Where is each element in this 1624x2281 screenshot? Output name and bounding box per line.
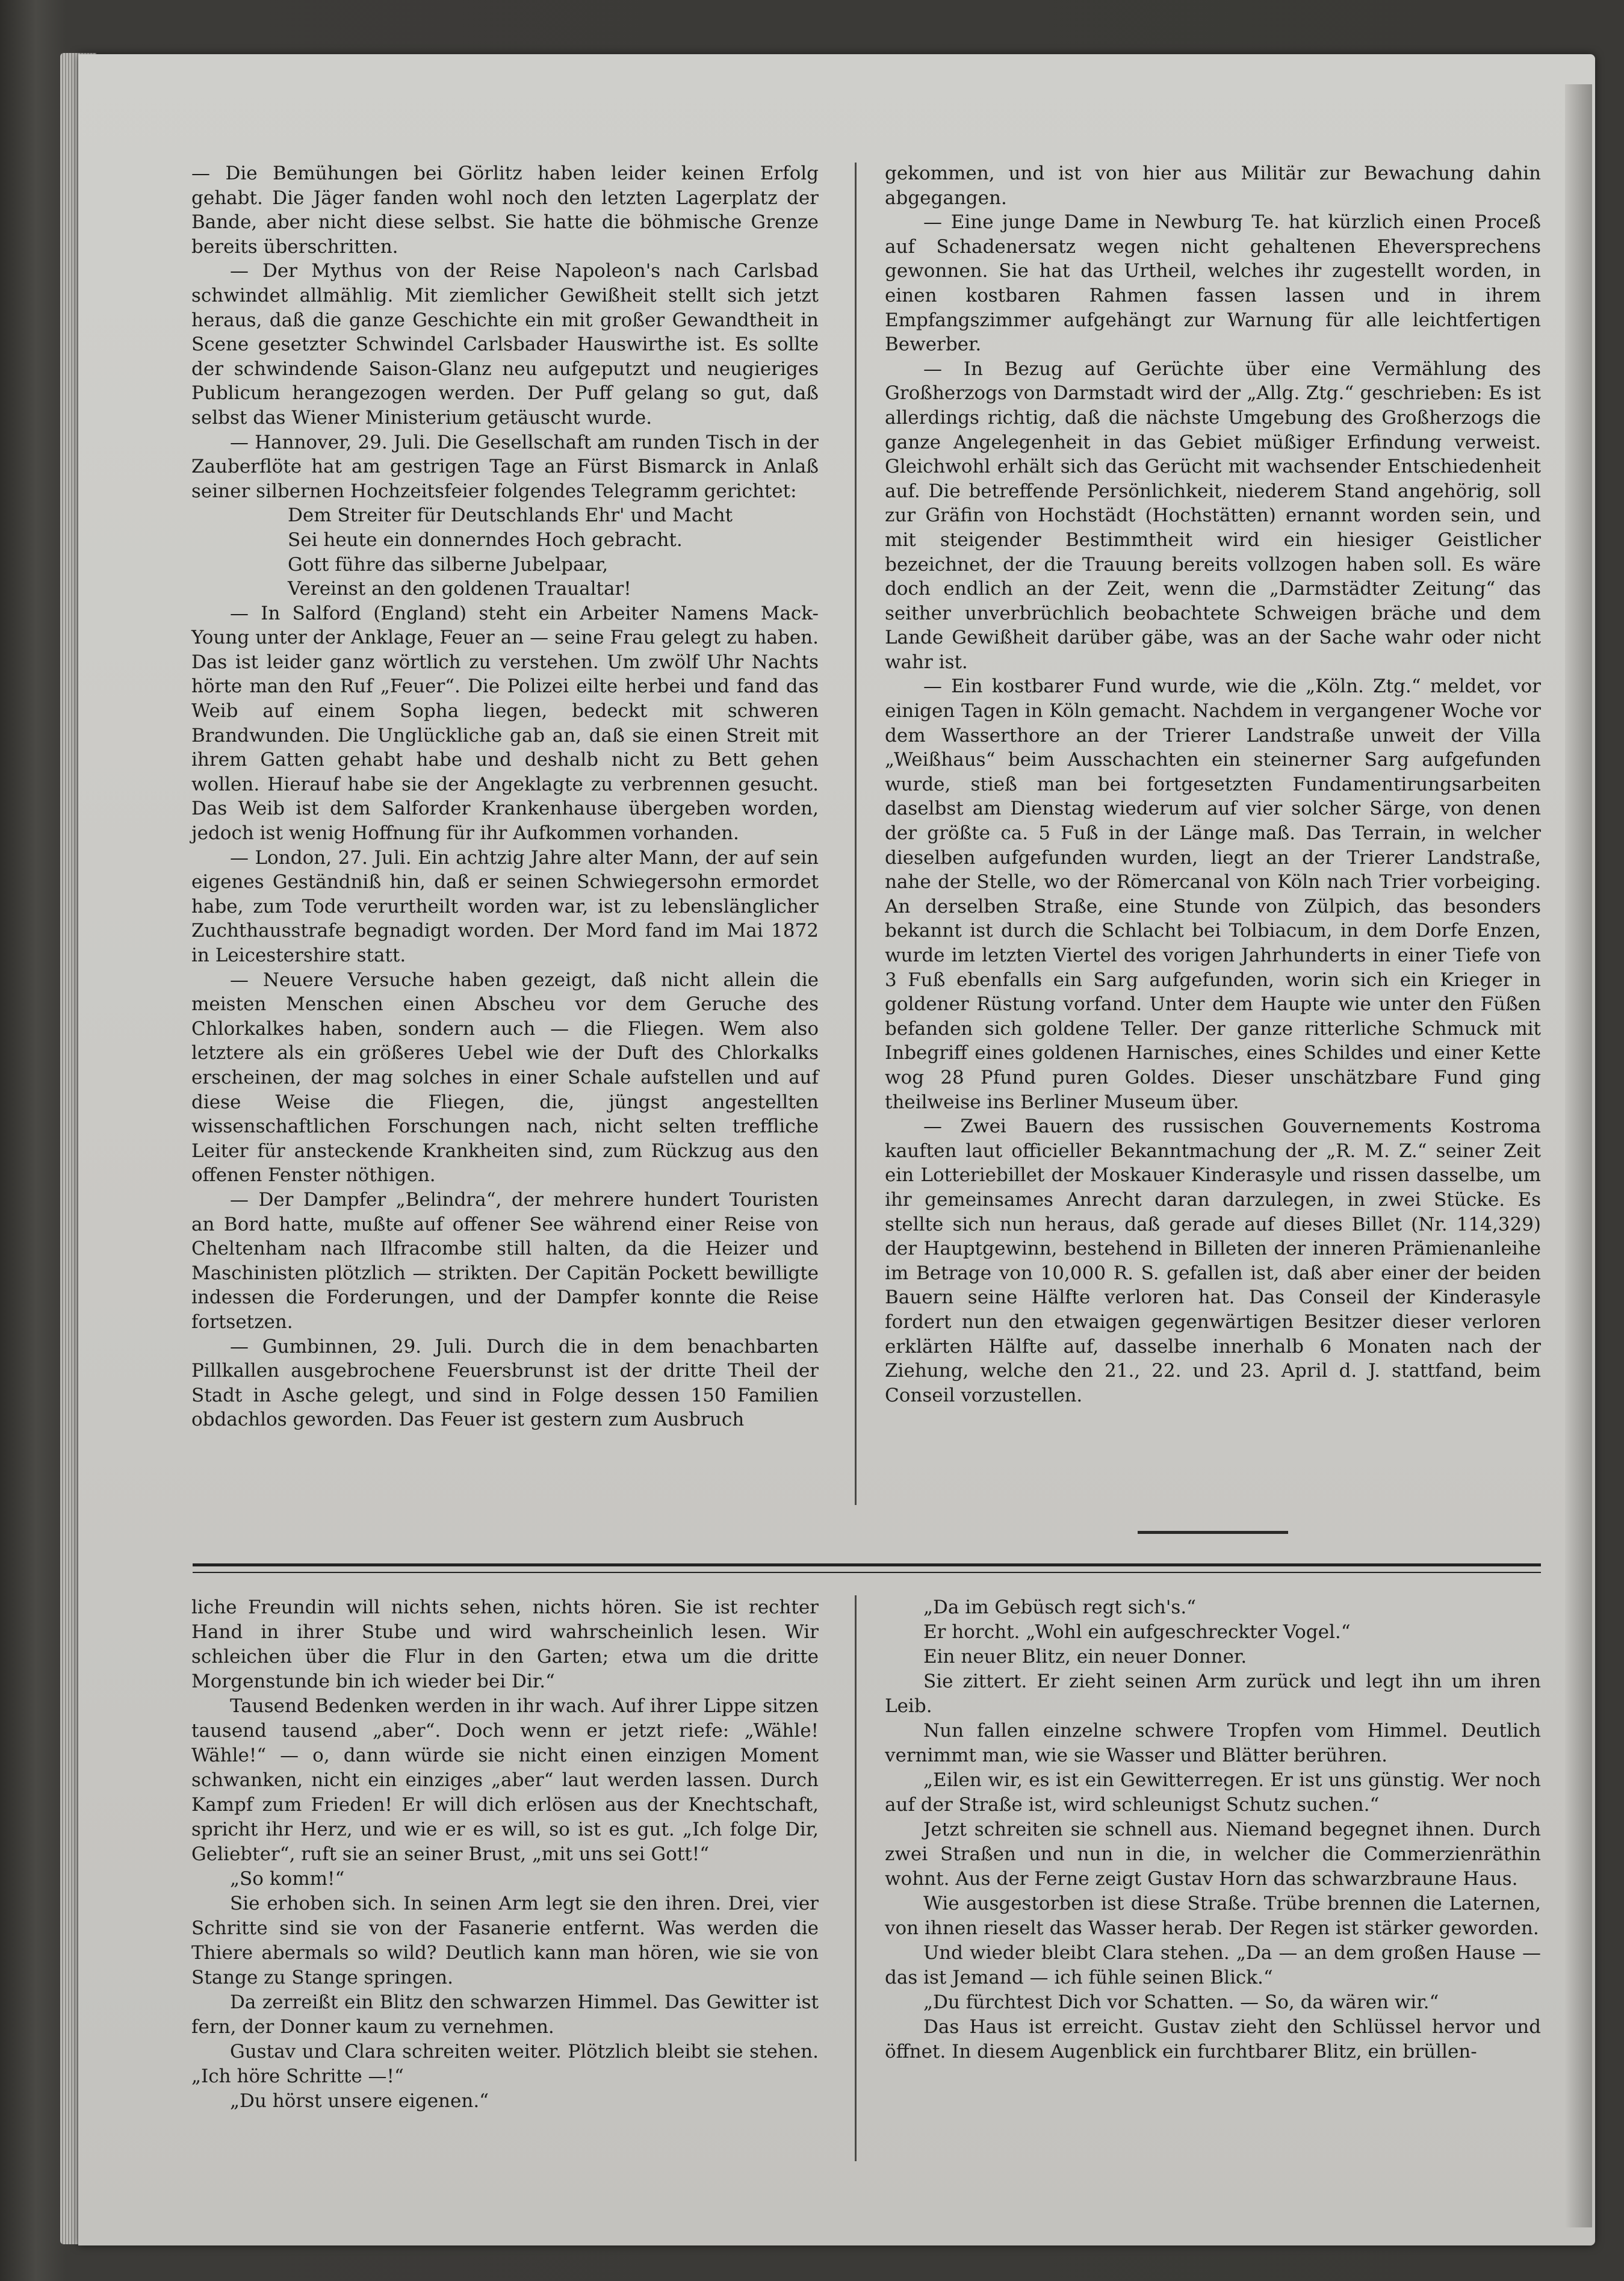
poem-line: Dem Streiter für Deutschlands Ehr' und Macht [288, 504, 733, 527]
news-paragraph: — Neuere Versuche haben gezeigt, daß nicht allein die meisten Menschen einen Abscheu vor dem Geruche des Chlorkalkes haben, sondern auch — die Fliegen. Wem also letztere als ein größeres Uebel wie der Duft des Chlorkalks erscheinen, der mag solches in einer Schale aufstellen und auf diese Weise die Fliegen, die, jüngst angestellten wissenschaftlichen Forschungen nach, nicht selten treffliche Leiter für ansteckende Krankheiten sind, zum Rückzug aus den offenen Fenster nöthigen. [191, 969, 819, 1187]
news-column-right [885, 161, 1541, 1407]
news-paragraph: — Der Dampfer „Belindra“, der mehrere hundert Touristen an Bord hatte, mußte auf offener See während einer Reise von Cheltenham nach Ilfracombe still halten, da die Heizer und Maschinisten plötzlich — strikten. Der Capitän Pockett bewilligte indessen die Forderungen, und der Dampfer konnte die Reise fortsetzen. [191, 1188, 819, 1333]
news-column-left [191, 161, 819, 1432]
news-paragraph: — Die Bemühungen bei Görlitz haben leider keinen Erfolg gehabt. Die Jäger fanden wohl noch den letzten Lagerplatz der Bande, aber nicht diese selbst. Sie hatte die böhmische Grenze bereits überschritten. [191, 163, 819, 258]
story-paragraph: Sie zittert. Er zieht seinen Arm zurück und legt ihn um ihren Leib. [885, 1671, 1541, 1717]
feuilleton-column-divider [855, 1595, 857, 2161]
poem-line: Sei heute ein donnerndes Hoch gebracht. [288, 529, 683, 551]
poem-line: Gott führe das silberne Jubelpaar, [288, 553, 609, 576]
story-paragraph: „So komm!“ [230, 1868, 345, 1890]
story-paragraph: „Du hörst unsere eigenen.“ [230, 2090, 489, 2112]
story-paragraph: Da zerreißt ein Blitz den schwarzen Himmel. Das Gewitter ist fern, der Donner kaum zu vernehmen. [191, 1991, 819, 2038]
story-paragraph: Er horcht. „Wohl ein aufgeschreckter Vogel.“ [923, 1621, 1351, 1643]
feuilleton-column-left [191, 1595, 819, 2114]
news-paragraph: gekommen, und ist von hier aus Militär zur Bewachung dahin abgegangen. [885, 163, 1541, 209]
story-paragraph: „Eilen wir, es ist ein Gewitterregen. Er ist uns günstig. Wer noch auf der Straße ist, wird schleunigst Schutz suchen.“ [885, 1769, 1541, 1816]
story-paragraph: liche Freundin will nichts sehen, nichts hören. Sie ist rechter Hand in ihrer Stube und wird wahrscheinlich lesen. Wir schleichen über die Flur in den Garten; etwa um die dritte Morgenstunde bin ich wieder bei Dir.“ [191, 1597, 819, 1692]
news-paragraph: — London, 27. Juli. Ein achtzig Jahre alter Mann, der auf sein eigenes Geständniß hin, daß er seinen Schwiegersohn ermordet habe, zum Tode verurtheilt worden war, ist zu lebenslänglicher Zuchthausstrafe begnadigt worden. Der Mord fand im Mai 1872 in Leicestershire statt. [191, 846, 819, 966]
column-divider [855, 163, 857, 1505]
news-paragraph: — In Bezug auf Gerüchte über eine Vermählung des Großherzogs von Darmstadt wird der „Allg. Ztg.“ geschrieben: Es ist allerdings richtig, daß die nächste Umgebung des Großherzogs die ganze Angelegenheit in das Gebiet müßiger Erfindung verweist. Gleichwohl erhält sich das Gerücht mit wachsender Entschiedenheit auf. Die betreffende Persönlichkeit, niederem Stand angehörig, soll zur Gräfin von Hochstädt (Hochstätten) ernannt worden sein, und mit steigender Bestimmtheit wird ein hiesiger Geistlicher bezeichnet, der die Trauung bereits vollzogen haben soll. Es wäre doch endlich an der Zeit, wenn die „Darmstädter Zeitung“ das seither unverbrüchlich beobachtete Schweigen bräche und dem Lande Gewißheit darüber gäbe, was an der Sache wahr oder nicht wahr ist. [885, 358, 1541, 673]
news-paragraph: — Zwei Bauern des russischen Gouvernements Kostroma kauften laut officieller Bekanntmachung der „R. M. Z.“ seiner Zeit ein Lotteriebillet der Moskauer Kinderasyle und rissen dasselbe, um ihr gemeinsames Anrecht daran darzulegen, in zwei Stücke. Es stellte sich nun heraus, daß gerade auf dieses Billet (Nr. 114,329) der Hauptgewinn, bestehend in Billeten der inneren Prämienanleihe im Betrage von 10,000 R. S. gefallen ist, daß aber einer der beiden Bauern seine Hälfte verloren hat. Das Conseil der Kinderasyle fordert nun den etwaigen gegenwärtigen Besitzer dieser verloren erklärten Hälfte auf, dasselbe innerhalb 6 Monaten nach der Ziehung, welche den 21., 22. und 23. April d. J. stattfand, beim Conseil vorzustellen. [885, 1116, 1541, 1406]
story-paragraph: Gustav und Clara schreiten weiter. Plötzlich bleibt sie stehen. „Ich höre Schritte —!“ [191, 2041, 819, 2087]
story-paragraph: Nun fallen einzelne schwere Tropfen vom Himmel. Deutlich vernimmt man, wie sie Wasser und Blätter berühren. [885, 1720, 1541, 1766]
story-paragraph: Das Haus ist erreicht. Gustav zieht den Schlüssel hervor und öffnet. In diesem Augenblick ein furchtbarer Blitz, ein brüllen- [885, 2016, 1541, 2062]
news-paragraph: — Eine junge Dame in Newburg Te. hat kürzlich einen Proceß auf Schadenersatz wegen nicht gehaltenen Eheversprechens gewonnen. Sie hat das Urtheil, welches ihr zugestellt worden, in einen kostbaren Rahmen fassen lassen und in ihrem Empfangszimmer aufgehängt zur Warnung für alle leichtfertigen Bewerber. [885, 211, 1541, 356]
story-paragraph: Und wieder bleibt Clara stehen. „Da — an dem großen Hause — das ist Jemand — ich fühle seinen Blick.“ [885, 1942, 1541, 1988]
poem-line: Vereinst an den goldenen Traualtar! [288, 578, 631, 600]
article-end-rule [1138, 1531, 1288, 1534]
news-paragraph: — Der Mythus von der Reise Napoleon's nach Carlsbad schwindet allmählig. Mit ziemlicher Gewißheit stellt sich jetzt heraus, daß die ganze Geschichte ein mit großer Gewandtheit in Scene gesetzter Schwindel Carlsbader Hauswirthe ist. Es sollte der schwindende Saison-Glanz neu aufgeputzt und neugieriges Publicum herangezogen werden. Der Puff gelang so gut, daß selbst das Wiener Ministerium getäuscht wurde. [191, 260, 819, 429]
news-paragraph: — Ein kostbarer Fund wurde, wie die „Köln. Ztg.“ meldet, vor einigen Tagen in Köln gemacht. Nachdem in vergangener Woche vor dem Wasserthore an der Trierer Landstraße unweit der Villa „Weißhaus“ beim Ausschachten ein steinerner Sarg aufgefunden wurde, stieß man bei fortgesetzten Fundamentirungsarbeiten daselbst am Dienstag wiederum auf vier solcher Särge, von denen der größte ca. 5 Fuß in der Länge maß. Das Terrain, in welcher dieselben aufgefunden wurden, liegt an der Trierer Landstraße, nahe der Stelle, wo der Römercanal von Köln nach Trier vorbeiging. An derselben Straße, eine Stunde von Zülpich, das besonders bekannt ist durch die Schlacht bei Tolbiacum, in dem Dorfe Enzen, wurde im letzten Viertel des vorigen Jahrhunderts in einer Tiefe von 3 Fuß ebenfalls ein Sarg aufgefunden, worin sich ein Krieger in goldener Rüstung vorfand. Unter dem Haupte wie unter den Füßen befanden sich goldene Teller. Der ganze ritterliche Schmuck mit Inbegriff eines goldenen Harnisches, eines Schildes und einer Kette wog 28 Pfund puren Goldes. Dieser unschätzbare Fund ging theilweise ins Berliner Museum über. [885, 675, 1541, 1113]
story-paragraph: Tausend Bedenken werden in ihr wach. Auf ihrer Lippe sitzen tausend tausend „aber“. Doch wenn er jetzt riefe: „Wähle! Wähle!“ — o, dann würde sie nicht einen einzigen Moment schwanken, nicht ein einziges „aber“ laut werden lassen. Durch Kampf zum Frieden! Er will dich erlösen aus der Knechtschaft, spricht ihr Herz, und wie er es will, so ist es gut. „Ich folge Dir, Geliebter“, ruft sie an seiner Brust, „mit uns sei Gott!“ [191, 1695, 819, 1865]
feuilleton-column-right [885, 1595, 1541, 2064]
story-paragraph: Wie ausgestorben ist diese Straße. Trübe brennen die Laternen, von ihnen rieselt das Wasser herab. Der Regen ist stärker geworden. [885, 1893, 1541, 1939]
story-paragraph: Jetzt schreiten sie schnell aus. Niemand begegnet ihnen. Durch zwei Straßen und nun in die, in welcher die Commerzienräthin wohnt. Aus der Ferne zeigt Gustav Horn das schwarzbraune Haus. [885, 1819, 1541, 1890]
news-paragraph: — In Salford (England) steht ein Arbeiter Namens Mack-Young unter der Anklage, Feuer an — seine Frau gelegt zu haben. Das ist leider ganz wörtlich zu verstehen. Um zwölf Uhr Nachts hörte man den Ruf „Feuer“. Die Polizei eilte herbei und fand das Weib auf einem Sopha liegen, bedeckt mit schweren Brandwunden. Die Unglückliche gab an, daß sie einen Streit mit ihrem Gatten gehabt habe und deshalb nicht zu Bett gehen wollen. Hierauf habe sie der Angeklagte zu verbrennen gesucht. Das Weib ist dem Salforder Krankenhause übergeben worden, jedoch ist wenig Hoffnung für ihr Aufkommen vorhanden. [191, 602, 819, 845]
story-paragraph: „Da im Gebüsch regt sich's.“ [923, 1597, 1197, 1618]
feuilleton-separator-rule [193, 1563, 1541, 1573]
telegram-poem [191, 503, 819, 601]
page-right-edge [1565, 84, 1592, 2227]
news-paragraph: — Hannover, 29. Juli. Die Gesellschaft am runden Tisch in der Zauberflöte hat am gestrigen Tage an Fürst Bismarck in Anlaß seiner silbernen Hochzeitsfeier folgendes Telegramm gerichtet: [191, 431, 819, 502]
story-paragraph: Sie erhoben sich. In seinen Arm legt sie den ihren. Drei, vier Schritte sind sie von der Fasanerie entfernt. Was werden die Thiere abermals so wild? Deutlich kann man hören, wie sie von Stange zu Stange springen. [191, 1893, 819, 1988]
story-paragraph: „Du fürchtest Dich vor Schatten. — So, da wären wir.“ [923, 1991, 1439, 2013]
story-paragraph: Ein neuer Blitz, ein neuer Donner. [923, 1646, 1247, 1668]
news-paragraph: — Gumbinnen, 29. Juli. Durch die in dem benachbarten Pillkallen ausgebrochene Feuersbrunst ist der dritte Theil der Stadt in Asche gelegt, und sind in Folge dessen 150 Familien obdachlos geworden. Das Feuer ist gestern zum Ausbruch [191, 1335, 819, 1431]
